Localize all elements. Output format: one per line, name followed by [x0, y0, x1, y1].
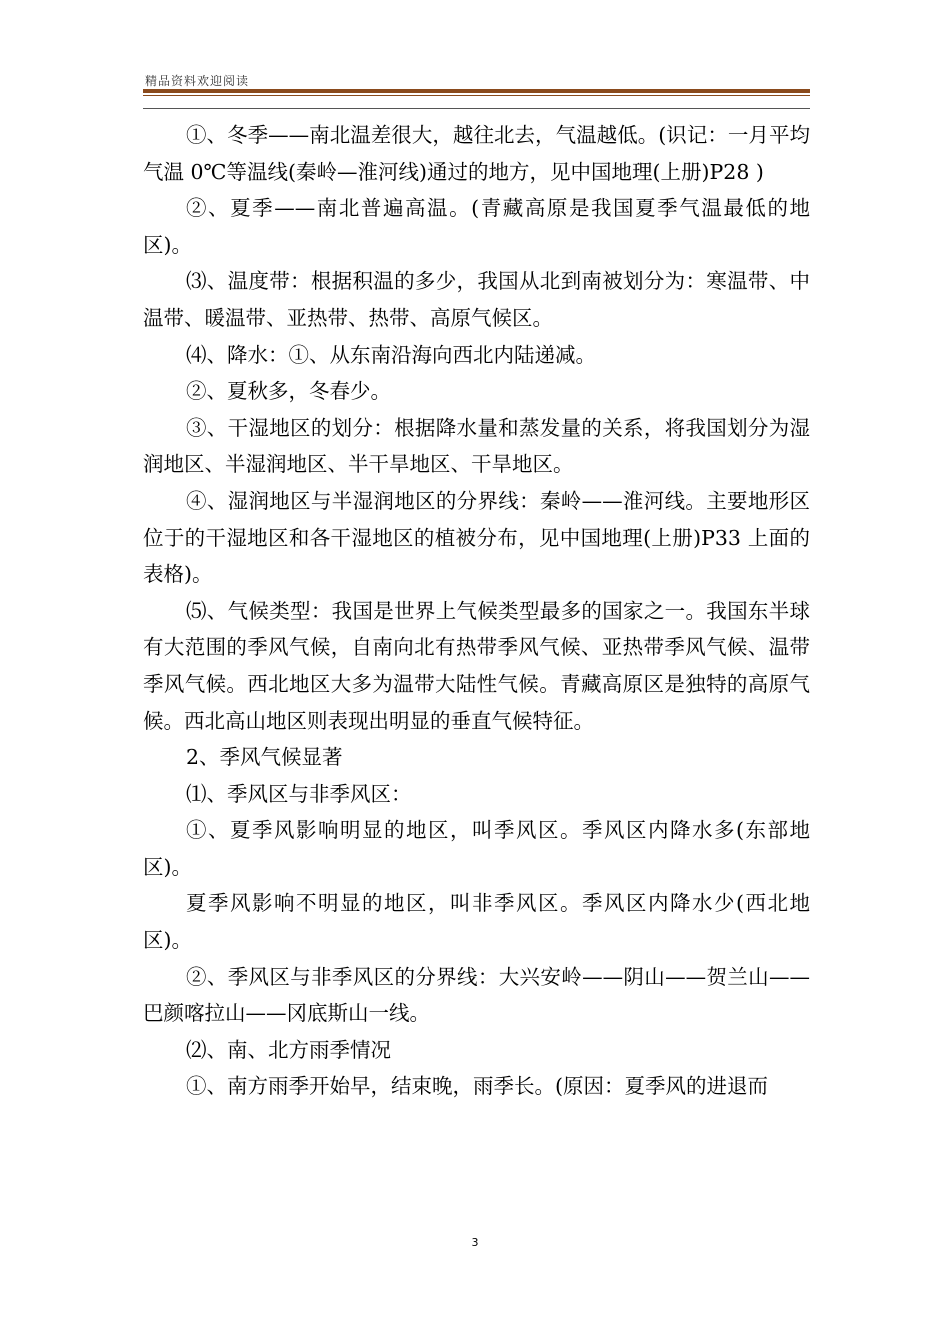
paragraph: ⑶、温度带：根据积温的多少，我国从北到南被划分为：寒温带、中温带、暖温带、亚热带、热带、高原气候区。: [143, 269, 810, 330]
paragraph: ⑷、降水：①、从东南沿海向西北内陆递减。: [186, 342, 596, 367]
paragraph: ④、湿润地区与半湿润地区的分界线：秦岭——淮河线。主要地形区位于的干湿地区和各干湿地区的植被分布，见中国地理(上册)P33 上面的表格)。: [143, 488, 810, 587]
header-rule-line: [143, 108, 810, 109]
document-body: [143, 117, 810, 1105]
paragraph: ⑸、气候类型：我国是世界上气候类型最多的国家之一。我国东半球有大范围的季风气候，自南向北有热带季风气候、亚热带季风气候、温带季风气候。西北地区大多为温带大陆性气候。青藏高原区是独特的高原气候。西北高山地区则表现出明显的垂直气候特征。: [143, 598, 810, 733]
paragraph: 夏季风影响不明显的地区，叫非季风区。季风区内降水少(西北地区)。: [143, 891, 810, 953]
paragraph: ①、冬季——南北温差很大，越往北去，气温越低。(识记：一月平均气温 0℃等温线(秦岭—淮河线)通过的地方，见中国地理(上册)P28 ): [143, 123, 810, 184]
paragraph: ②、季风区与非季风区的分界线：大兴安岭——阴山——贺兰山——巴颜喀拉山——冈底斯山一线。: [143, 964, 810, 1026]
paragraph: ①、南方雨季开始早，结束晚，雨季长。(原因：夏季风的进退而: [186, 1074, 768, 1099]
page-header: [143, 72, 810, 112]
page-number: 3: [471, 1236, 479, 1249]
header-rule-thin: [143, 95, 810, 96]
section-heading: 2、季风气候显著: [186, 745, 343, 770]
paragraph: ⑴、季风区与非季风区：: [186, 781, 412, 806]
header-title: 精品资料欢迎阅读: [145, 74, 250, 88]
paragraph: ③、干湿地区的划分：根据降水量和蒸发量的关系，将我国划分为湿润地区、半湿润地区、半干旱地区、干旱地区。: [143, 415, 810, 477]
paragraph: ①、夏季风影响明显的地区，叫季风区。季风区内降水多(东部地区)。: [143, 818, 810, 879]
paragraph: ②、夏季——南北普遍高温。(青藏高原是我国夏季气温最低的地区)。: [143, 196, 810, 257]
paragraph: ②、夏秋多，冬春少。: [186, 379, 391, 404]
paragraph: ⑵、南、北方雨季情况: [186, 1037, 391, 1062]
header-rule-thick: [143, 89, 810, 93]
